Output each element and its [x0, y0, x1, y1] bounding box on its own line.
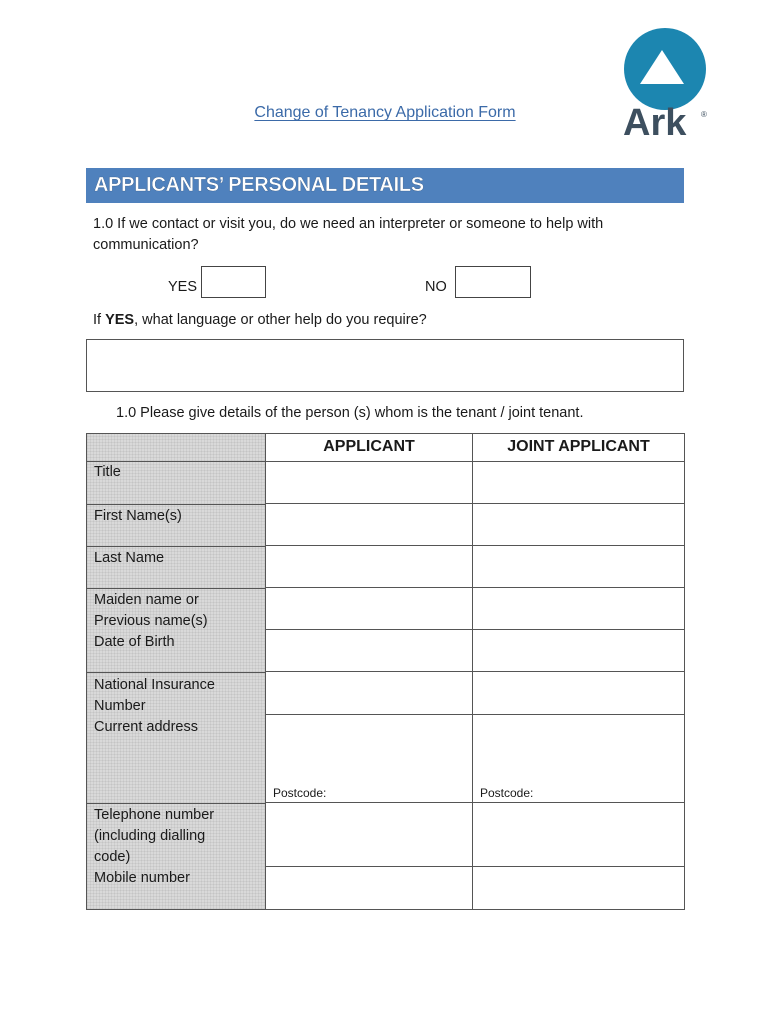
joint-maiden-name-field[interactable] [473, 588, 684, 630]
applicant-first-name-field[interactable] [266, 504, 473, 546]
applicant-date-of-birth-field[interactable] [266, 630, 473, 672]
maiden-name-label-line2: Previous name(s) [94, 613, 208, 629]
telephone-label-line1: Telephone number [94, 807, 215, 823]
label-cell-title [87, 462, 266, 504]
ark-logo [621, 28, 711, 146]
mobile-number-label: Mobile number [94, 870, 190, 886]
language-help-yes: YES [105, 312, 135, 328]
applicant-details-table [86, 433, 685, 910]
current-address-label: Current address [94, 719, 198, 735]
date-of-birth-label: Date of Birth [94, 634, 175, 650]
tenant-details-intro: 1.0 Please give details of the person (s) whom is the tenant / joint tenant. [116, 405, 584, 421]
section-title: APPLICANTS’ PERSONAL DETAILS [94, 174, 424, 196]
language-help-question [93, 312, 427, 328]
applicant-telephone-field[interactable] [266, 803, 473, 867]
label-cell-ni-address [87, 672, 266, 803]
telephone-label-line2: (including dialling [94, 828, 206, 844]
applicant-address-field[interactable] [266, 715, 473, 803]
joint-title-field[interactable] [473, 462, 684, 504]
maiden-name-label-line1: Maiden name or [94, 592, 199, 608]
logo-triangle-icon [640, 50, 684, 84]
joint-last-name-field[interactable] [473, 546, 684, 588]
logo-wordmark: Ark [623, 102, 687, 144]
joint-applicant-header-cell [473, 434, 684, 462]
joint-telephone-field[interactable] [473, 803, 684, 867]
applicant-last-name-field[interactable] [266, 546, 473, 588]
applicant-header-cell [266, 434, 473, 462]
joint-postcode-label: Postcode: [480, 786, 534, 800]
title-label: Title [94, 464, 121, 480]
national-insurance-label-line2: Number [94, 698, 146, 714]
joint-first-name-field[interactable] [473, 504, 684, 546]
joint-address-field[interactable] [473, 715, 684, 803]
joint-applicant-column-header: JOINT APPLICANT [507, 438, 650, 455]
yes-checkbox[interactable] [201, 266, 266, 298]
no-label: NO [425, 279, 447, 295]
applicant-title-field[interactable] [266, 462, 473, 504]
telephone-label-line3: code) [94, 849, 131, 865]
language-help-prefix: If [93, 312, 106, 328]
label-cell-first-name [87, 504, 266, 546]
label-cell-last-name [87, 546, 266, 588]
joint-mobile-field[interactable] [473, 867, 684, 909]
joint-ni-number-field[interactable] [473, 672, 684, 715]
interpreter-question: 1.0 If we contact or visit you, do we need an interpreter or someone to help with communication? [93, 216, 604, 253]
form-title: Change of Tenancy Application Form [254, 104, 516, 121]
yes-label: YES [168, 279, 198, 295]
applicant-mobile-field[interactable] [266, 867, 473, 909]
header-label-cell [87, 434, 266, 462]
first-name-label: First Name(s) [94, 508, 182, 524]
language-help-suffix: , what language or other help do you require? [134, 312, 427, 328]
applicant-maiden-name-field[interactable] [266, 588, 473, 630]
national-insurance-label-line1: National Insurance [94, 677, 215, 693]
language-help-field[interactable] [86, 339, 684, 392]
section-header [86, 168, 684, 203]
no-checkbox[interactable] [455, 266, 531, 298]
logo-registered-mark: ® [701, 110, 707, 119]
label-cell-telephone-mobile [87, 803, 266, 909]
joint-date-of-birth-field[interactable] [473, 630, 684, 672]
label-cell-maiden-dob [87, 588, 266, 672]
applicant-ni-number-field[interactable] [266, 672, 473, 715]
applicant-column-header: APPLICANT [323, 438, 415, 455]
last-name-label: Last Name [94, 550, 165, 566]
applicant-postcode-label: Postcode: [273, 786, 327, 800]
